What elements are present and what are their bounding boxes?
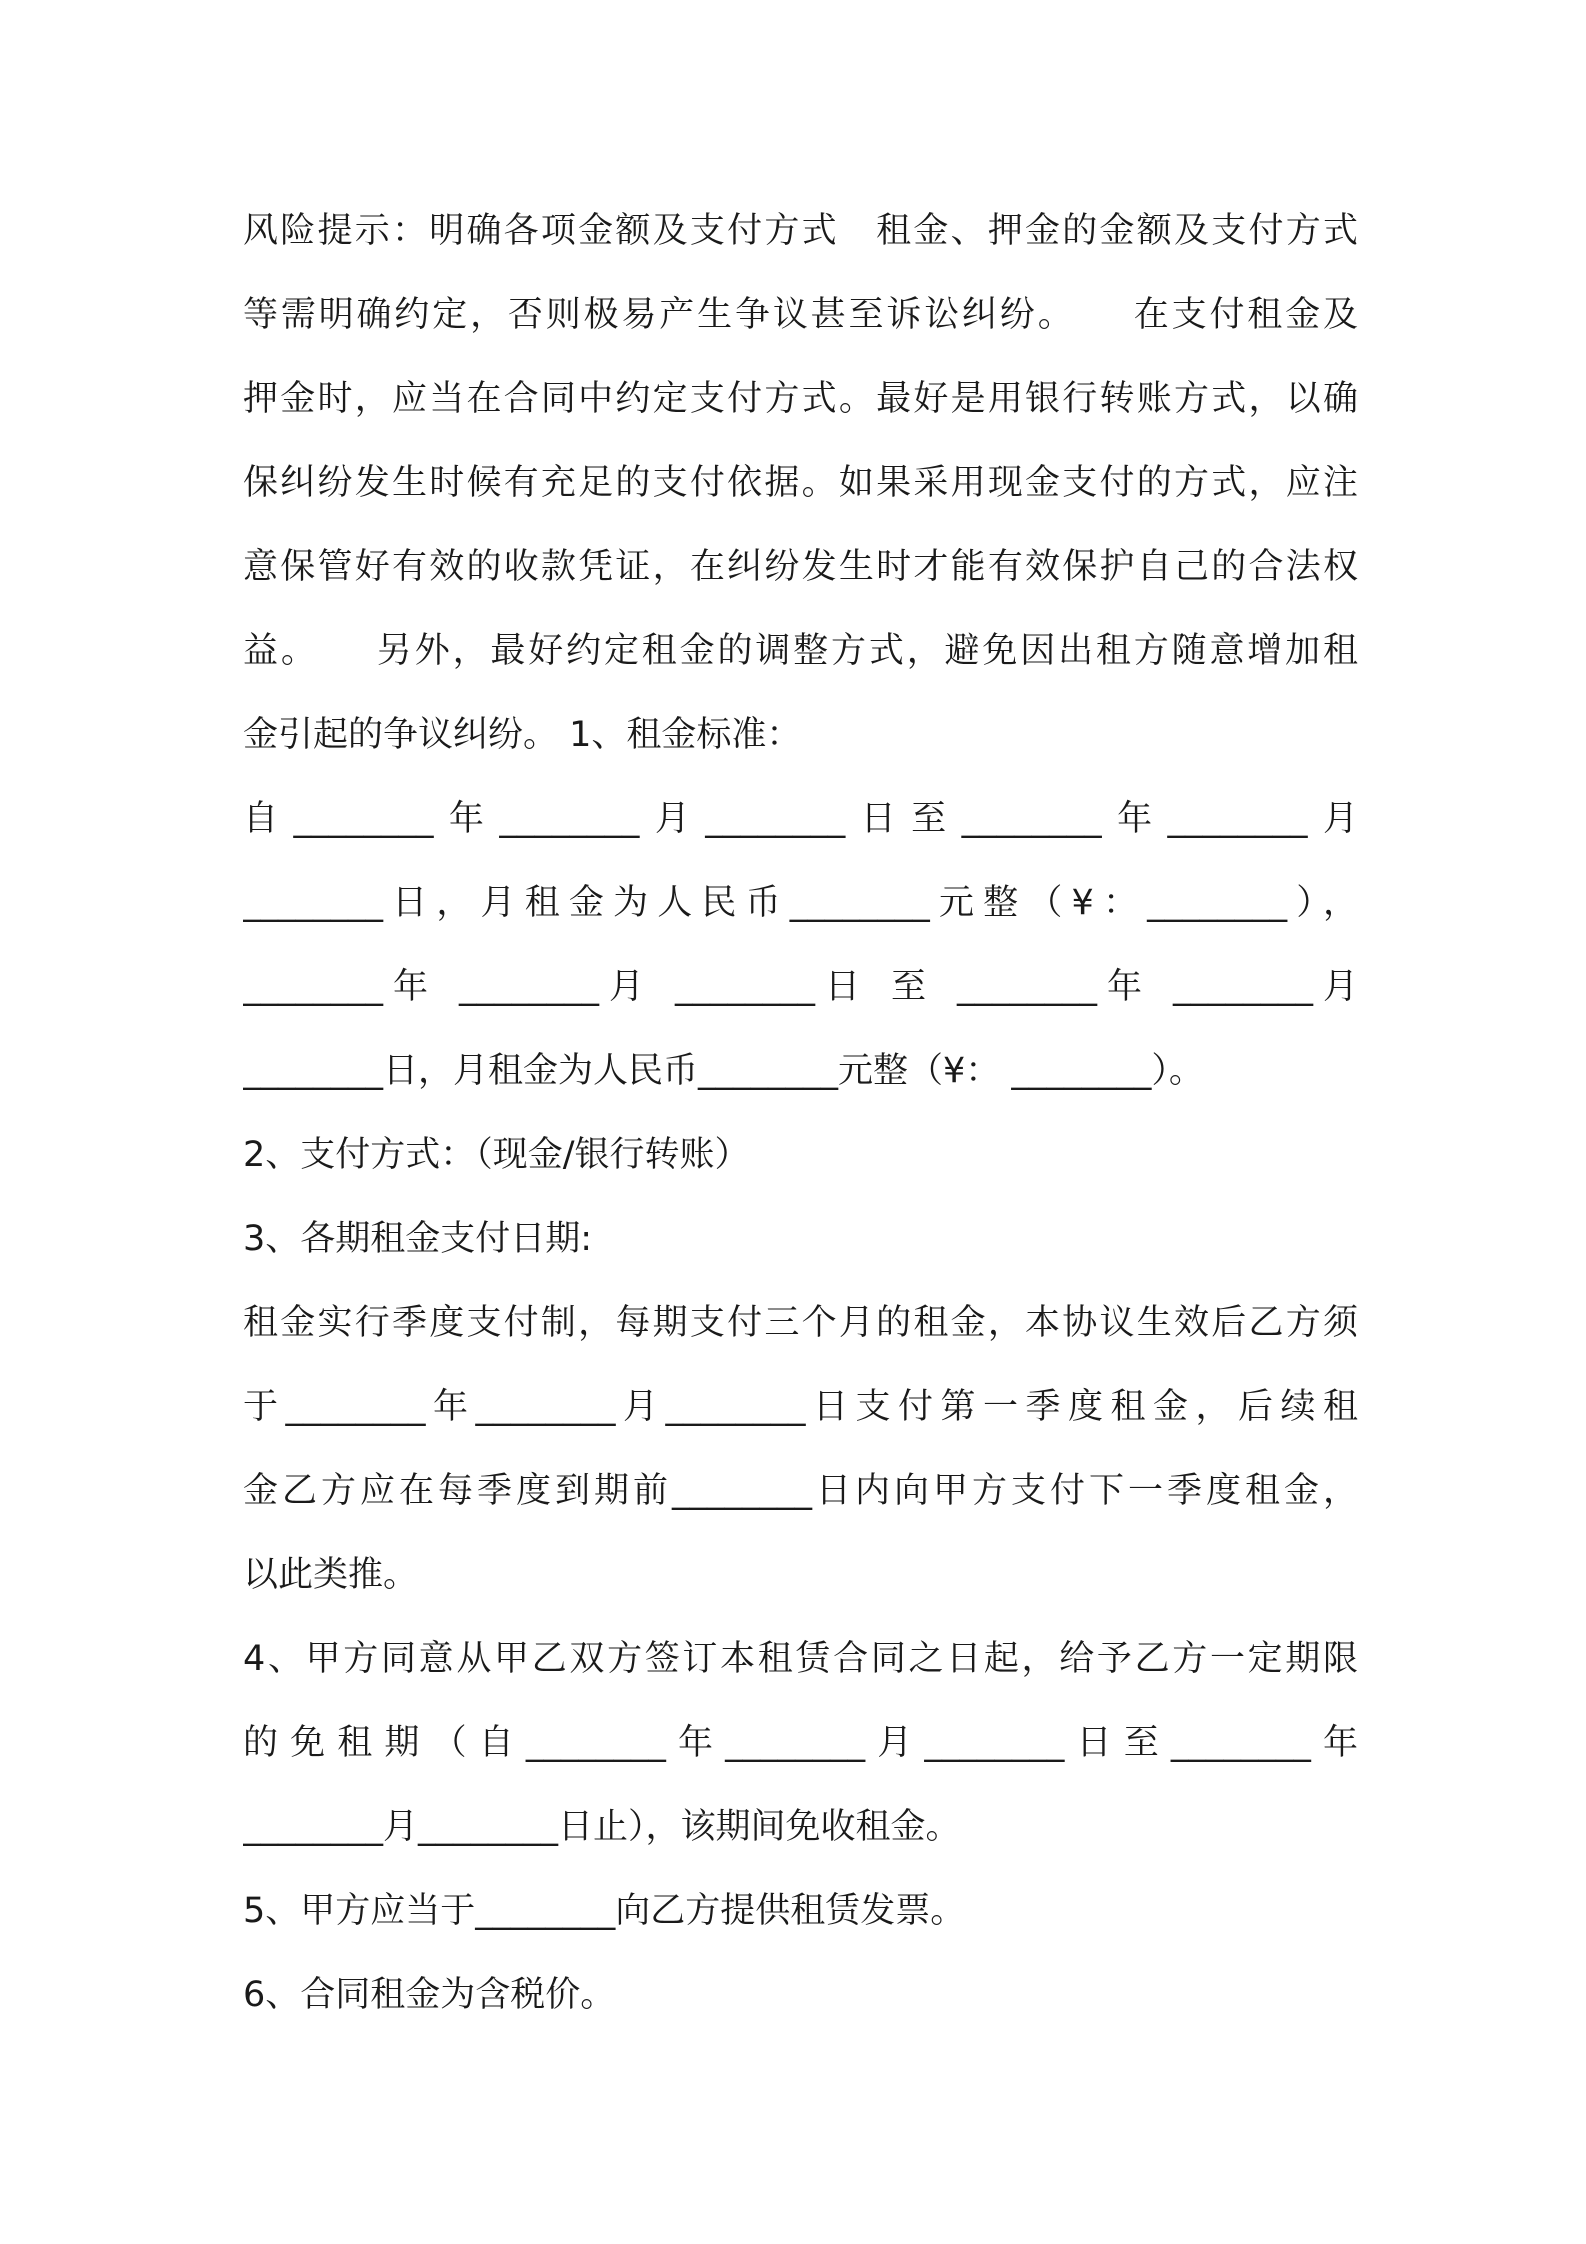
text-line: 等需明确约定，否则极易产生争议甚至诉讼纠纷。 在支付租金及 — [243, 295, 1358, 335]
text-line: ________年 ________月 ________日 至 ________年 ________月 — [243, 967, 1358, 1007]
text-line: 3、各期租金支付日期: — [243, 1219, 593, 1259]
text-line: ________日，月租金为人民币________元整（¥： ________）。 — [243, 1051, 1204, 1091]
text-line: ________月________日止），该期间免收租金。 — [243, 1807, 961, 1847]
text-line: 意保管好有效的收款凭证，在纠纷发生时才能有效保护自己的合法权 — [243, 547, 1358, 587]
text-line: 金乙方应在每季度到期前________日内向甲方支付下一季度租金， — [243, 1471, 1358, 1511]
text-line: 风险提示：明确各项金额及支付方式 租金、押金的金额及支付方式 — [243, 211, 1358, 251]
text-line: 押金时，应当在合同中约定支付方式。最好是用银行转账方式，以确 — [243, 379, 1358, 419]
document-body — [243, 196, 1358, 2044]
text-line: 的免租期（自________年________月________日至________年 — [243, 1723, 1358, 1763]
text-line: 4、甲方同意从甲乙双方签订本租赁合同之日起，给予乙方一定期限 — [243, 1639, 1358, 1679]
text-line: 于________年________月________日支付第一季度租金，后续租 — [243, 1387, 1358, 1427]
text-line: ________日，月租金为人民币________元整（¥：________）， — [243, 883, 1358, 923]
text-line: 益。 另外，最好约定租金的调整方式，避免因出租方随意增加租 — [243, 631, 1358, 671]
text-line: 金引起的争议纠纷。 1、租金标准： — [243, 715, 802, 755]
text-line: 租金实行季度支付制，每期支付三个月的租金，本协议生效后乙方须 — [243, 1303, 1358, 1343]
text-line: 2、支付方式：（现金/银行转账） — [243, 1135, 750, 1175]
text-line: 保纠纷发生时候有充足的支付依据。如果采用现金支付的方式，应注 — [243, 463, 1358, 503]
text-line: 5、甲方应当于________向乙方提供租赁发票。 — [243, 1891, 966, 1931]
text-line: 自________年________月________日至________年________月 — [243, 799, 1358, 839]
text-line: 6、合同租金为含税价。 — [243, 1975, 616, 2015]
text-line: 以此类推。 — [243, 1555, 419, 1595]
